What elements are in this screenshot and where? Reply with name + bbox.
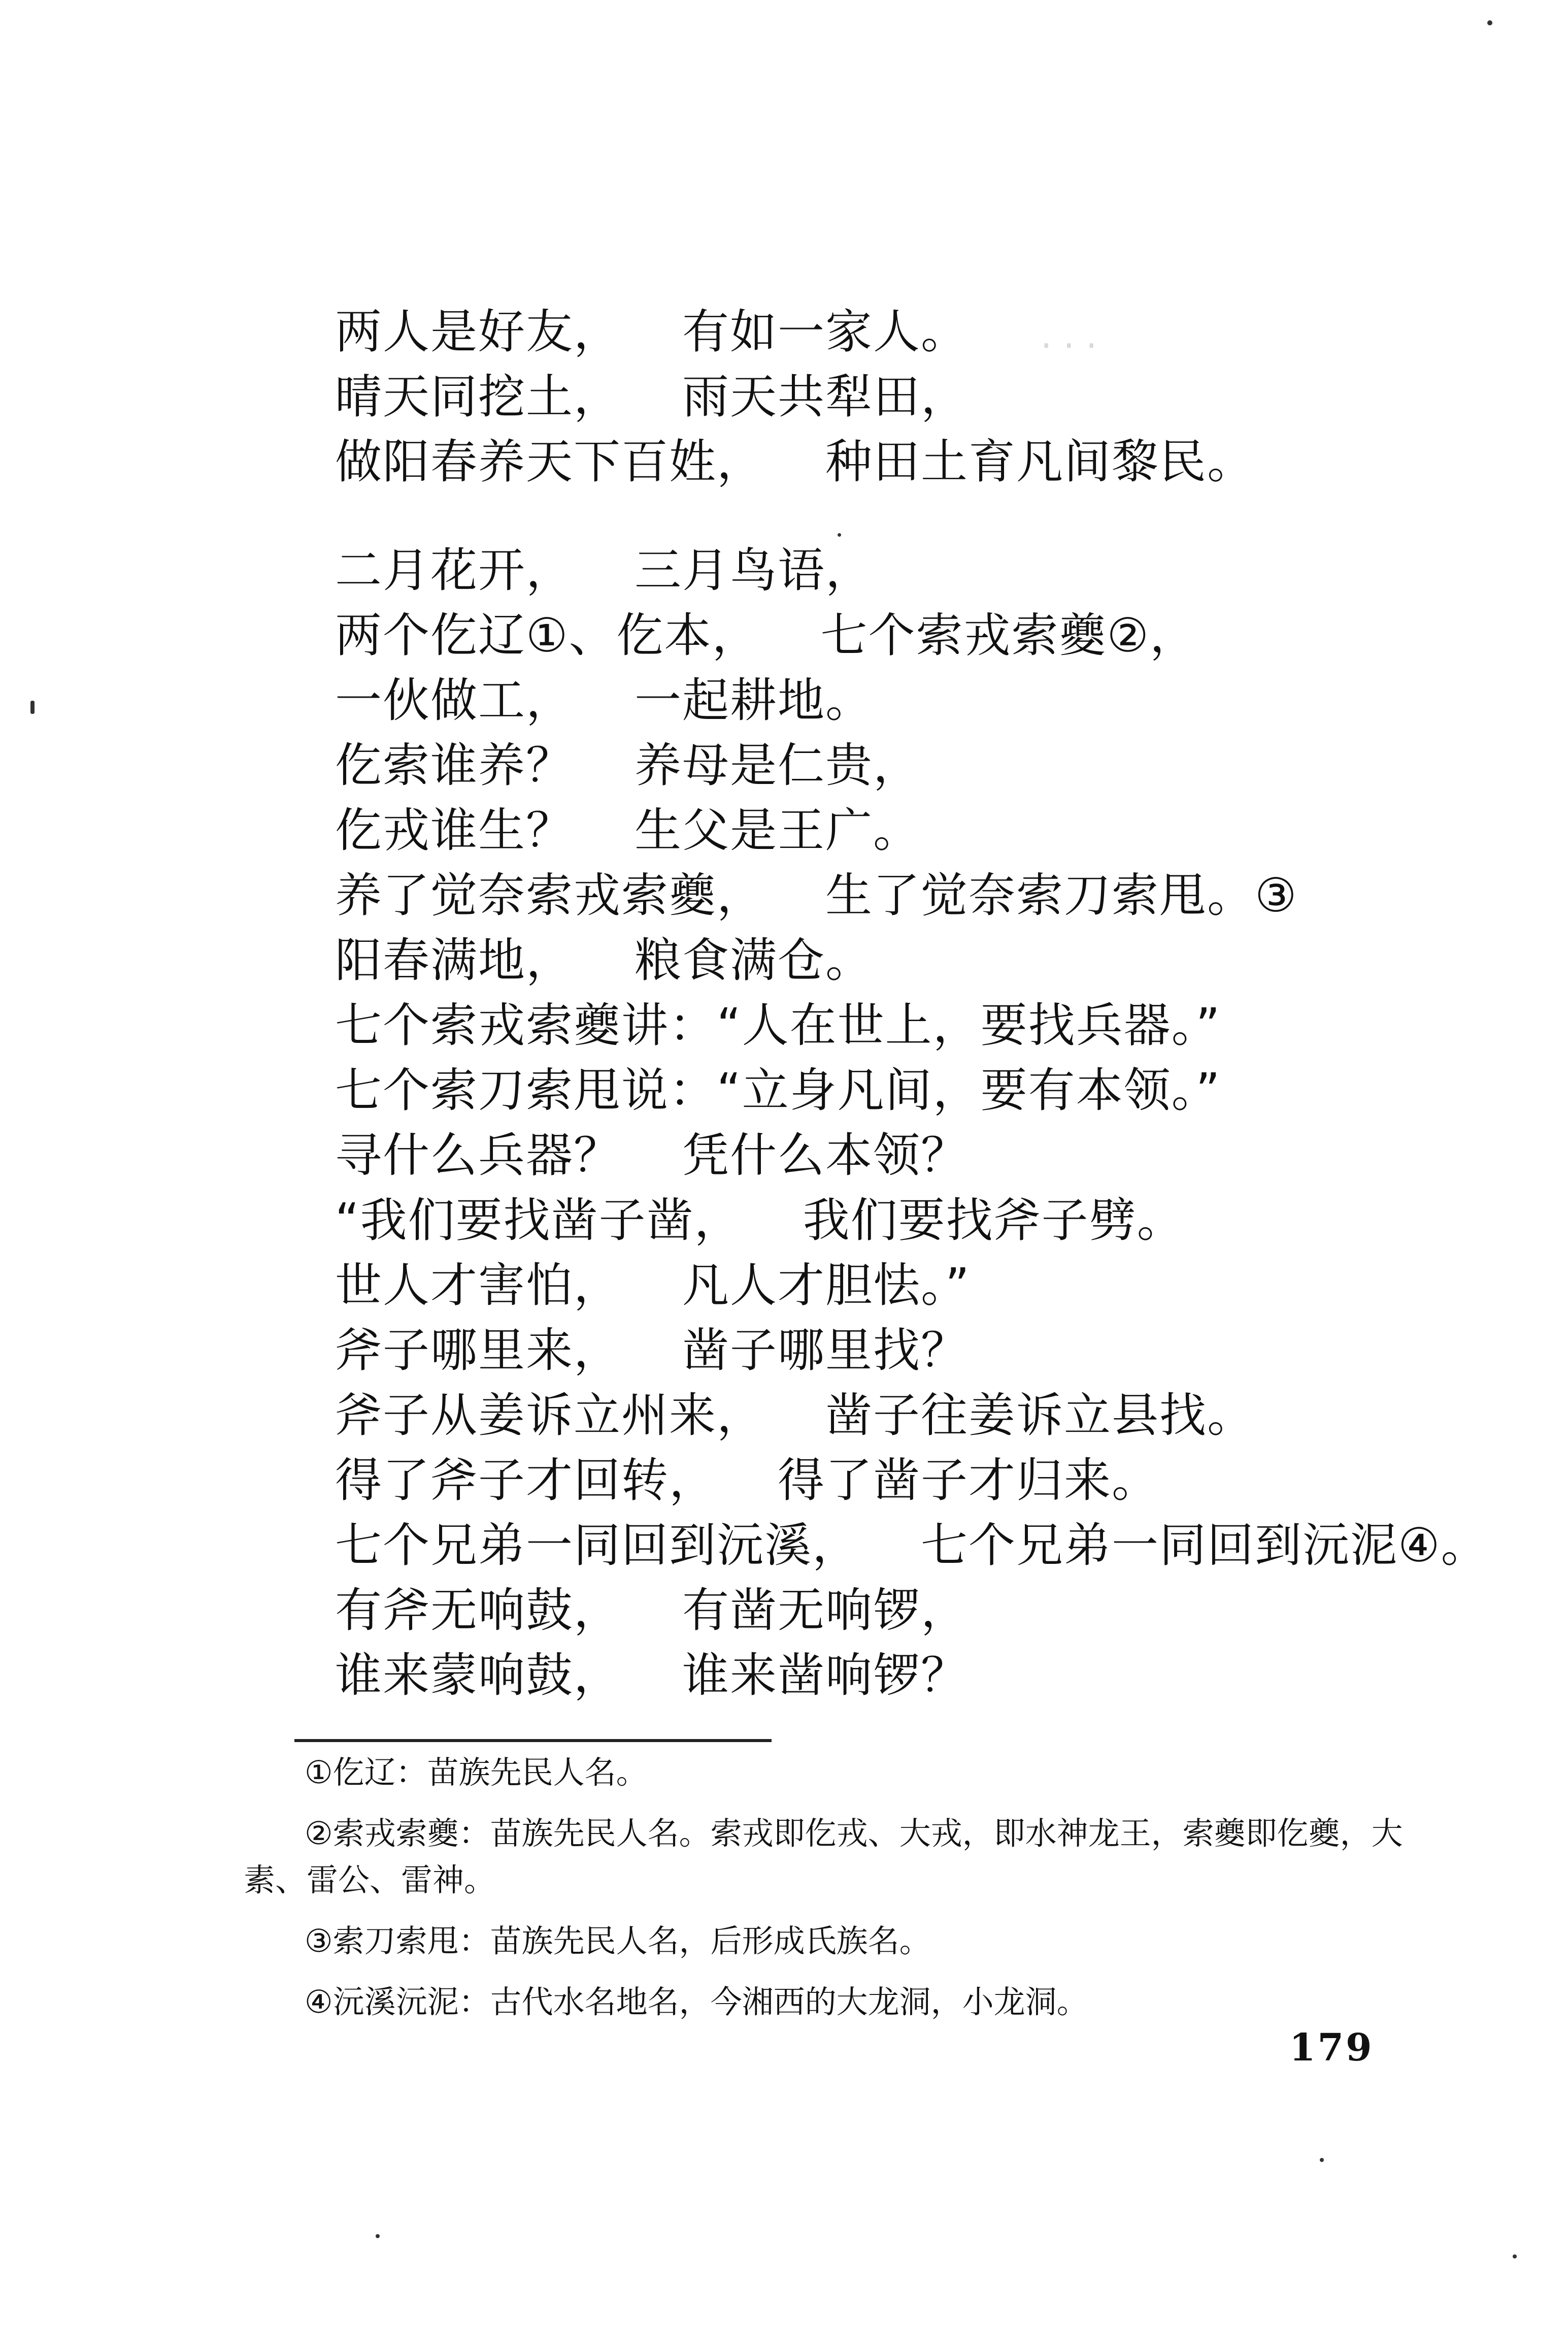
verse-line: 仡索谁养？ 养母是仁贵， (335, 738, 921, 793)
footnote-1: ①仡辽：苗族先民人名。 (305, 1754, 648, 1791)
scan-speck (1320, 2158, 1324, 2162)
scan-speck (376, 2234, 380, 2238)
page-number: 179 (1289, 2026, 1374, 2070)
verse-line: 七个索刀索甩说：“立身凡间，要有本领。” (335, 1063, 1221, 1118)
verse-line: 晴天同挖土， 雨天共犁田， (335, 370, 969, 424)
stanza-2 (335, 538, 1503, 1708)
verse-line: 阳春满地， 粮食满仓。 (335, 933, 874, 988)
verse-line: 一伙做工， 一起耕地。 (335, 673, 874, 728)
verse-line: 二月花开， 三月鸟语， (335, 543, 874, 598)
verse-line: 斧子从姜诉立州来， 凿子往姜诉立县找。 (335, 1388, 1255, 1443)
verse-line: 有斧无响鼓， 有凿无响锣， (335, 1583, 969, 1637)
stanza-1 (335, 300, 1503, 495)
verse-line: “我们要找凿子凿， 我们要找斧子劈。 (335, 1193, 1185, 1248)
scan-speck (30, 701, 35, 714)
scan-speck (1513, 2254, 1517, 2258)
verse-line: 两个仡辽①、仡本， 七个索戎索夔②， (335, 608, 1197, 663)
verse-line: 七个索戎索夔讲：“人在世上，要找兵器。” (335, 998, 1221, 1053)
footnote-2-line-2: 素、雷公、雷神。 (244, 1861, 496, 1898)
footnote-4: ④沅溪沅泥：古代水名地名，今湘西的大龙洞，小龙洞。 (305, 1983, 1088, 2020)
footnote-rule (294, 1739, 772, 1742)
scan-speck (838, 533, 841, 537)
verse-line: 世人才害怕， 凡人才胆怯。” (335, 1258, 971, 1313)
footnote-3: ③索刀索甩：苗族先民人名，后形成氏族名。 (305, 1922, 931, 1959)
verse-line: 仡戎谁生？ 生父是王广。 (335, 803, 921, 858)
bleed-through: · · · (1041, 325, 1097, 367)
footnote-2 (244, 1810, 1523, 1904)
verse-line: 谁来蒙响鼓， 谁来凿响锣？ (335, 1648, 969, 1702)
verse-line: 斧子哪里来， 凿子哪里找？ (335, 1323, 969, 1378)
scan-speck (1487, 20, 1492, 25)
verse-line: 寻什么兵器？ 凭什么本领？ (335, 1128, 969, 1183)
verse-line: 七个兄弟一同回到沅溪， 七个兄弟一同回到沅泥④。 (335, 1518, 1489, 1572)
verse-line: 做阳春养天下百姓， 种田土育凡间黎民。 (335, 435, 1255, 489)
footnotes (244, 1749, 1523, 2040)
verse-line: 养了觉奈索戎索夔， 生了觉奈索刀索甩。③ (335, 868, 1298, 923)
footnote-2-line-1: ②索戎索夔：苗族先民人名。索戎即仡戎、大戎，即水神龙王，索夔即仡夔，大 (305, 1815, 1403, 1852)
verse-line: 两人是好友， 有如一家人。 (335, 305, 969, 359)
verse-line: 得了斧子才回转， 得了凿子才归来。 (335, 1453, 1160, 1508)
